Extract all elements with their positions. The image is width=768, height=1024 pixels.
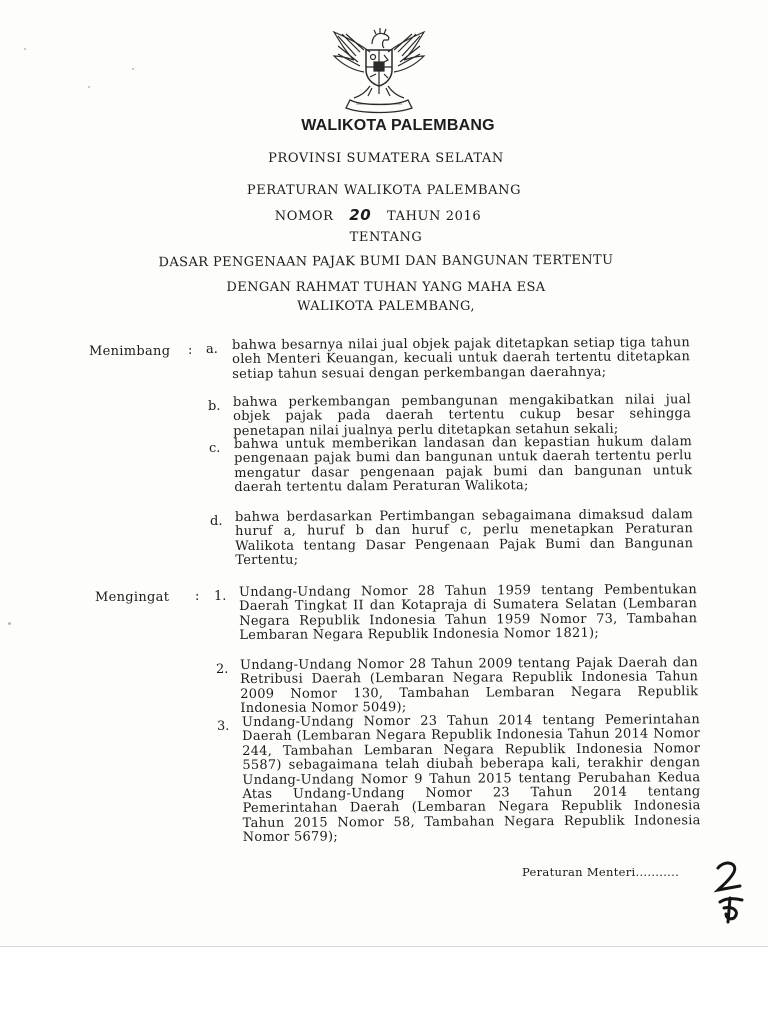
scan-speck xyxy=(88,86,90,88)
scan-speck xyxy=(24,48,26,50)
mengingat-mark-1: 1. xyxy=(214,589,227,604)
regulation-year: TAHUN 2016 xyxy=(387,209,482,224)
mengingat-mark-2: 2. xyxy=(216,662,229,677)
mengingat-label: Mengingat xyxy=(95,590,170,605)
menimbang-item-b: bahwa perkembangan pembangunan mengakibatkan nilai jual objek pajak pada daerah tertentu cukup besar sehingga penetapan nilai jualnya perlu ditetapkan setahun sekali; xyxy=(232,392,692,439)
tentang-heading: TENTANG xyxy=(349,230,423,245)
menimbang-mark-b: b. xyxy=(208,399,221,414)
garuda-emblem-icon xyxy=(326,22,432,114)
menimbang-mark-d: d. xyxy=(210,514,223,529)
mengingat-colon: : xyxy=(195,589,200,604)
menimbang-item-c: bahwa untuk memberikan landasan dan kepastian hukum dalam pengenaan pajak bumi dan bangunan untuk daerah tertentu perlu mengatur dasar pengenaan pajak bumi dan bangunan untuk daerah tertentu dalam Peraturan Walikota; xyxy=(233,434,693,496)
handwritten-initials-icon xyxy=(712,858,752,928)
regulation-type: PERATURAN WALIKOTA PALEMBANG xyxy=(246,183,522,198)
mengingat-mark-3: 3. xyxy=(217,719,230,734)
nomor-label: NOMOR xyxy=(274,209,334,224)
menimbang-colon: : xyxy=(188,343,193,358)
mengingat-item-2: Undang-Undang Nomor 28 Tahun 2009 tentang Pajak Daerah dan Retribusi Daerah (Lembaran Negara Republik Indonesia Tahun 2009 Nomor 130, Tambahan Lembaran Negara Republik Indonesia Nomor 5049); xyxy=(239,655,699,717)
regulation-number-handwritten: 20 xyxy=(349,206,372,224)
continuation-note: Peraturan Menteri........... xyxy=(522,865,680,879)
preamble-walikota: WALIKOTA PALEMBANG, xyxy=(297,299,475,314)
preamble-line: DENGAN RAHMAT TUHAN YANG MAHA ESA xyxy=(226,280,546,295)
regulation-subject: DASAR PENGENAAN PAJAK BUMI DAN BANGUNAN TERTENTU xyxy=(158,252,614,271)
regulation-number-line xyxy=(0,206,762,224)
menimbang-mark-a: a. xyxy=(206,342,218,357)
scan-speck xyxy=(132,68,134,70)
province-name: PROVINSI SUMATERA SELATAN xyxy=(268,151,504,166)
document-title: WALIKOTA PALEMBANG xyxy=(301,117,495,134)
menimbang-mark-c: c. xyxy=(209,441,221,456)
menimbang-item-d: bahwa berdasarkan Pertimbangan sebagaimana dimaksud dalam huruf a, huruf b dan huruf c, perlu menetapkan Peraturan Walikota tentang Dasar Pengenaan Pajak Bumi dan Bangunan Tertentu; xyxy=(234,507,694,569)
mengingat-item-3: Undang-Undang Nomor 23 Tahun 2014 tentang Pemerintahan Daerah (Lembaran Negara Republik Indonesia Tahun 2014 Nomor 244, Tambahan Lembaran Negara Republik Indonesia Nomor 5587) sebagaimana telah diubah beberapa kali, terakhir dengan Undang-Undang Nomor 9 Tahun 2015 tentang Perubahan Kedua Atas Undang-Undang Nomor 23 Tahun 2014 tentang Pemerintahan Daerah (Lembaran Negara Republik Indonesia Tahun 2015 Nomor 58, Tambahan Negara Republik Indonesia Nomor 5679); xyxy=(241,712,701,846)
menimbang-item-a: bahwa besarnya nilai jual objek pajak ditetapkan setiap tiga tahun oleh Menteri Keuangan, kecuali untuk daerah tertentu ditetapkan setiap tahun sesuai dengan perkembangan daerahnya; xyxy=(231,335,691,382)
scan-speck xyxy=(8,622,11,625)
menimbang-label: Menimbang xyxy=(89,344,171,359)
mengingat-item-1: Undang-Undang Nomor 28 Tahun 1959 tentang Pembentukan Daerah Tingkat II dan Kotapraja di Sumatera Selatan (Lembaran Negara Republik Indonesia Tahun 1959 Nomor 73, Tambahan Lembaran Negara Republik Indonesia Nomor 1821); xyxy=(238,582,698,644)
